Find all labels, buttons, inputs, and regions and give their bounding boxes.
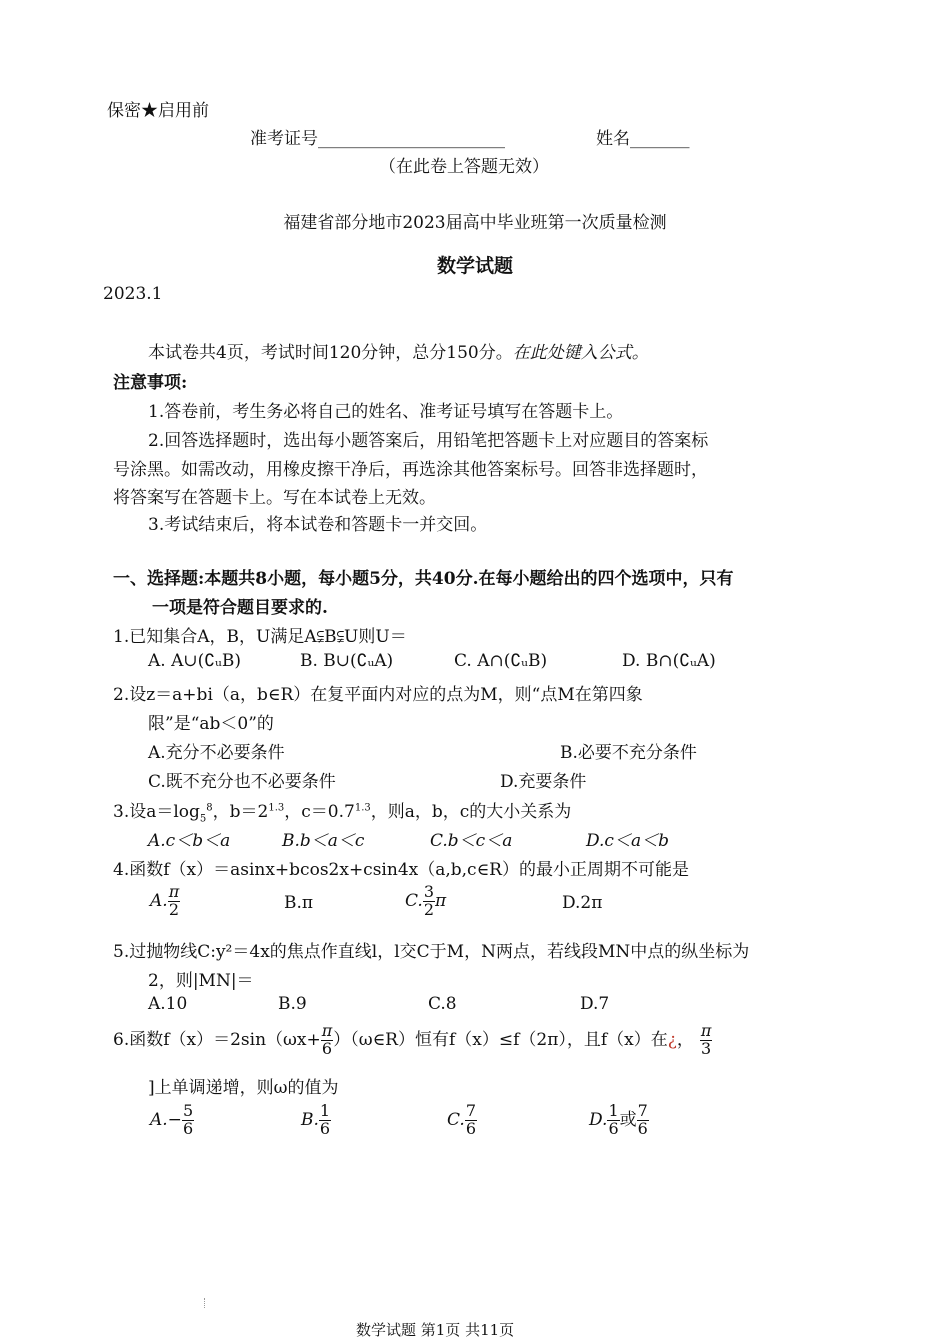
q6-d1-numerator: 1	[608, 1101, 619, 1120]
q4-c-denominator: 2	[423, 899, 434, 919]
q2-option-b: B.必要不充分条件	[560, 743, 697, 763]
q6-glitch-char: ¿	[667, 1029, 677, 1050]
q2-option-c: C.既不充分也不必要条件	[148, 772, 336, 792]
q5-stem-line-2: 2，则|MN|＝	[148, 971, 254, 991]
note-item-2-line-2: 号涂黑。如需改动，用橡皮擦干净后，再选涂其他答案标号。回答非选择题时，	[113, 460, 708, 480]
q1-option-c: C. A∩(∁ᵤB)	[454, 651, 548, 671]
q6-stem-line-2: ]上单调递增，则ω的值为	[148, 1078, 339, 1098]
q6-option-c	[447, 1103, 477, 1138]
q6-c-numerator: 7	[465, 1101, 476, 1120]
q3-log-base: 5	[199, 813, 207, 825]
q3-b-part: ，b＝2	[212, 802, 269, 822]
q3-option-b: B.b＜a＜c	[282, 831, 365, 851]
note-item-2-line-1: 2.回答选择题时，选出每小题答案后，用铅笔把答题卡上对应题目的答案标	[148, 431, 709, 451]
q6-a-numerator: 5	[182, 1101, 194, 1120]
exam-title: 福建省部分地市2023届高中毕业班第一次质量检测	[283, 213, 667, 233]
q6-stem-line-1	[113, 1023, 853, 1058]
q4-c-label: C.	[405, 890, 423, 911]
q6-b-label: B.	[301, 1109, 319, 1130]
q6-end-denominator: 3	[701, 1038, 712, 1058]
q3-c-part: ，c＝0.7	[284, 802, 355, 822]
q4-option-c	[405, 884, 446, 919]
q3-log-arg: 8	[206, 802, 213, 814]
footer-mark	[204, 1298, 207, 1308]
q6-phase-numerator: π	[321, 1021, 333, 1040]
q4-option-a	[150, 884, 180, 919]
exam-id-blank: ______________________	[318, 129, 505, 149]
q2-stem-line-1: 2.设z＝a+bi（a，b∈R）在复平面内对应的点为M，则“点M在第四象	[113, 685, 643, 705]
q2-option-d: D.充要条件	[500, 772, 587, 792]
q2-option-a: A.充分不必要条件	[148, 743, 285, 763]
q4-a-label: A.	[150, 890, 168, 911]
q6-d-or: 或	[619, 1109, 637, 1130]
q6-b-denominator: 6	[319, 1118, 331, 1138]
q6-a-label: A.−	[150, 1109, 182, 1130]
exam-id-label: 准考证号	[250, 129, 318, 149]
q5-option-b: B.9	[278, 994, 307, 1014]
q4-option-b: B.π	[284, 893, 314, 913]
confidential-mark: 保密★启用前	[107, 101, 209, 121]
notes-heading: 注意事项:	[113, 373, 188, 393]
q6-stem-prefix: 6.函数f（x）＝2sin（ωx+	[113, 1029, 321, 1050]
q6-stem-middle: ）（ω∈R）恒有f（x）≤f（2π），且f（x）在	[333, 1029, 668, 1050]
q6-c-denominator: 6	[465, 1118, 476, 1138]
note-item-3: 3.考试结束后，将本试卷和答题卡一并交回。	[148, 515, 488, 535]
note-item-1: 1.答卷前，考生务必将自己的姓名、准考证号填写在答题卡上。	[148, 402, 624, 422]
q3-b-exp: 1.3	[268, 802, 285, 814]
q4-option-d: D.2π	[562, 893, 603, 913]
invalid-note: （在此卷上答题无效）	[379, 157, 549, 177]
formula-placeholder: 在此处键入公式。	[512, 343, 649, 363]
q5-option-d: D.7	[580, 994, 610, 1014]
exam-id-field	[250, 124, 505, 149]
q6-a-denominator: 6	[182, 1118, 194, 1138]
q1-option-a: A. A∪(∁ᵤB)	[148, 651, 241, 671]
q6-d2-numerator: 7	[637, 1101, 648, 1120]
q6-d-label: D.	[589, 1109, 608, 1130]
intro-text: 本试卷共4页，考试时间120分钟，总分150分。	[148, 343, 513, 363]
q3-option-d: D.c＜a＜b	[586, 831, 669, 851]
q3-stem-prefix: 3.设a＝log	[113, 802, 200, 822]
q1-option-d: D. B∩(∁ᵤA)	[622, 651, 716, 671]
q6-phase-denominator: 6	[321, 1038, 333, 1058]
section1-heading-line-1: 一、选择题:本题共8小题，每小题5分，共40分.在每小题给出的四个选项中，只有	[113, 569, 734, 589]
q3-stem-suffix: ，则a，b，c的大小关系为	[370, 802, 572, 822]
q4-stem: 4.函数f（x）＝asinx+bcos2x+csin4x（a,b,c∈R）的最小正周期不可能是	[113, 860, 689, 880]
q6-comma: ，	[676, 1029, 694, 1050]
q3-stem	[113, 797, 571, 824]
q5-option-a: A.10	[148, 994, 188, 1014]
q4-c-numerator: 3	[423, 882, 434, 901]
q6-option-b	[301, 1103, 331, 1138]
q5-stem-line-1: 5.过抛物线C:y²＝4x的焦点作直线l，l交C于M，N两点，若线段MN中点的纵坐标为	[113, 942, 750, 962]
q4-c-tail: π	[435, 890, 447, 911]
q4-a-numerator: π	[168, 882, 180, 901]
q3-option-c: C.b＜c＜a	[430, 831, 513, 851]
name-field	[596, 124, 690, 149]
q4-a-denominator: 2	[168, 899, 180, 919]
q1-option-b: B. B∪(∁ᵤA)	[300, 651, 394, 671]
intro-line	[148, 338, 649, 363]
q3-c-exp: 1.3	[354, 802, 371, 814]
q3-option-a: A.c＜b＜a	[148, 831, 231, 851]
subject-title: 数学试题	[436, 255, 513, 277]
page-footer: 数学试题 第1页 共11页	[356, 1321, 515, 1339]
q6-c-label: C.	[447, 1109, 465, 1130]
q1-stem: 1.已知集合A，B，U满足A⫋B⫋U则U＝	[113, 627, 407, 647]
q6-option-d	[589, 1103, 649, 1138]
exam-date: 2023.1	[103, 284, 163, 304]
q6-d2-denominator: 6	[637, 1118, 648, 1138]
note-item-2-line-3: 将答案写在答题卡上。写在本试卷上无效。	[113, 488, 436, 508]
name-blank: _______	[630, 129, 690, 149]
section1-heading-line-2: 一项是符合题目要求的.	[152, 598, 328, 618]
q6-b-numerator: 1	[319, 1101, 331, 1120]
q2-stem-line-2: 限”是“ab＜0”的	[148, 714, 274, 734]
name-label: 姓名	[596, 129, 630, 149]
q6-end-numerator: π	[700, 1021, 712, 1040]
q6-option-a	[150, 1103, 194, 1138]
q5-option-c: C.8	[428, 994, 457, 1014]
q6-d1-denominator: 6	[608, 1118, 619, 1138]
